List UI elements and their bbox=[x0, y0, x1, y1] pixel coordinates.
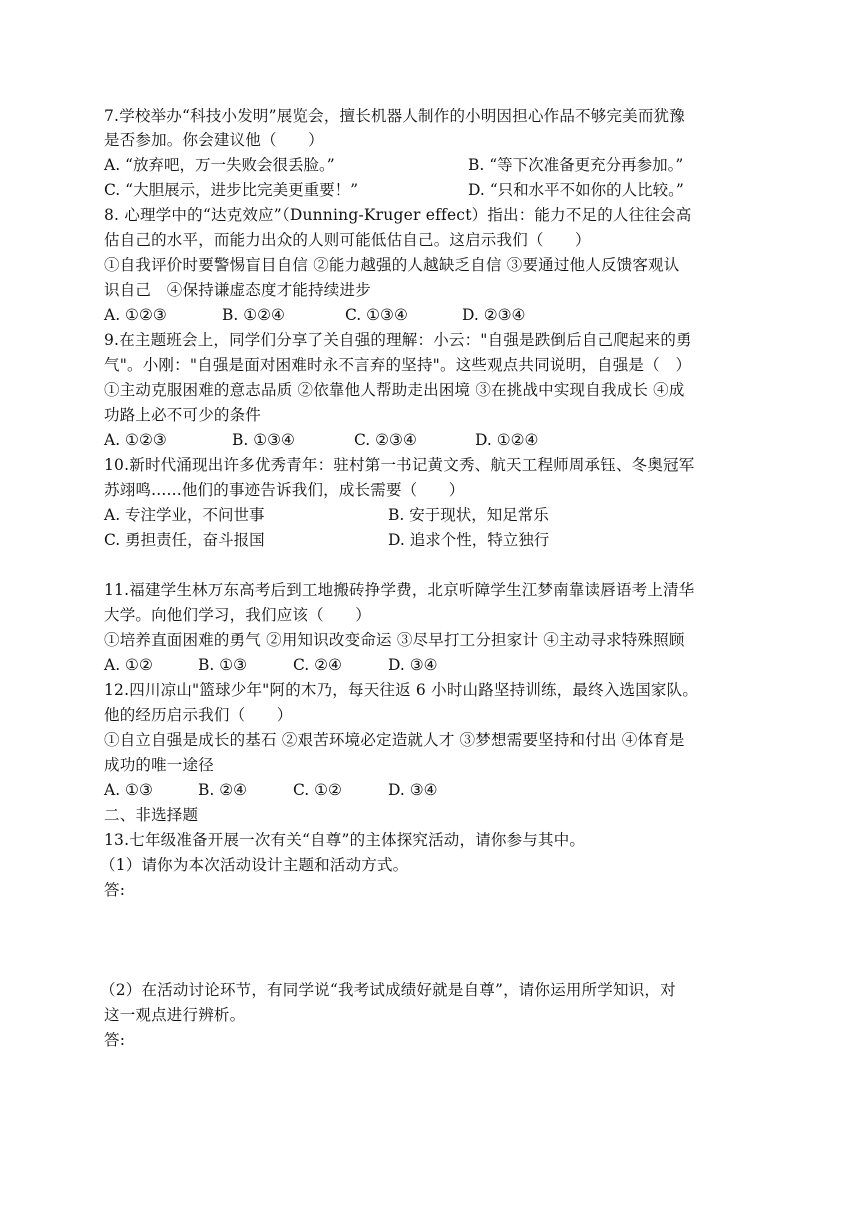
q13-stem: 13.七年级准备开展一次有关“自尊”的主体探究活动，请你参与其中。 bbox=[104, 831, 586, 849]
q12-stem-line2: 他的经历启示我们（ ） bbox=[104, 706, 293, 724]
q11-stem-line1: 11.福建学生林万东高考后到工地搬砖挣学费，北京听障学生江梦南靠读唇语考上清华 bbox=[104, 581, 695, 599]
q12-option-d: D. ③④ bbox=[388, 781, 438, 799]
q8-option-a: A. ①②③ bbox=[104, 306, 167, 324]
q8-statements-line2: 识自己 ④保持谦虚态度才能持续进步 bbox=[104, 281, 371, 299]
q10-option-c: C. 勇担责任，奋斗报国 bbox=[104, 531, 265, 549]
q11-option-d: D. ③④ bbox=[388, 656, 438, 674]
q8-statements-line1: ①自我评价时要警惕盲目自信 ②能力越强的人越缺乏自信 ③要通过他人反馈客观认 bbox=[104, 256, 680, 274]
q11-option-c: C. ②④ bbox=[293, 656, 342, 674]
q9-option-b: B. ①③④ bbox=[232, 431, 295, 449]
q7-stem-line1: 7.学校举办“科技小发明”展览会，擅长机器人制作的小明因担心作品不够完美而犹豫 bbox=[104, 107, 685, 125]
q10-option-a: A. 专注学业，不问世事 bbox=[104, 506, 265, 524]
q12-statements-line1: ①自立自强是成长的基石 ②艰苦环境必定造就人才 ③梦想需要坚持和付出 ④体育是 bbox=[104, 731, 685, 749]
q8-option-d: D. ②③④ bbox=[462, 306, 526, 324]
q10-option-b: B. 安于现状，知足常乐 bbox=[388, 506, 549, 524]
q9-option-c: C. ②③④ bbox=[354, 431, 417, 449]
section-heading: 二、非选择题 bbox=[104, 806, 199, 824]
q12-option-c: C. ①② bbox=[293, 781, 342, 799]
q8-option-b: B. ①②④ bbox=[222, 306, 285, 324]
q13-subquestion-1: （1）请你为本次活动设计主题和活动方式。 bbox=[100, 856, 409, 874]
q12-option-b: B. ②④ bbox=[198, 781, 248, 799]
q10-stem-line2: 苏翊鸣......他们的事迹告诉我们，成长需要（ ） bbox=[104, 481, 465, 499]
q11-option-b: B. ①③ bbox=[198, 656, 248, 674]
q12-option-a: A. ①③ bbox=[104, 781, 153, 799]
q12-stem-line1: 12.四川凉山"篮球少年"阿的木乃，每天往返 6 小时山路坚持训练，最终入选国家队。 bbox=[104, 681, 699, 699]
q7-option-b: B. “等下次准备更充分再参加。” bbox=[468, 156, 684, 174]
q9-option-d: D. ①②④ bbox=[475, 431, 539, 449]
q9-option-a: A. ①②③ bbox=[104, 431, 167, 449]
q9-stem-line2: 气"。小刚："自强是面对困难时永不言弃的坚持"。这些观点共同说明，自强是（ ） bbox=[104, 356, 692, 374]
q12-statements-line2: 成功的唯一途径 bbox=[104, 756, 214, 774]
q8-stem-line2: 估自己的水平，而能力出众的人则可能低估自己。这启示我们（ ） bbox=[104, 231, 591, 249]
q7-option-d: D. “只和水平不如你的人比较。” bbox=[468, 181, 684, 199]
q9-statements-line1: ①主动克服困难的意志品质 ②依靠他人帮助走出困境 ③在挑战中实现自我成长 ④成 bbox=[104, 381, 685, 399]
q9-stem-line1: 9.在主题班会上，同学们分享了关自强的理解：小云："自强是跌倒后自己爬起来的勇 bbox=[104, 331, 692, 349]
q9-statements-line2: 功路上必不可少的条件 bbox=[104, 406, 262, 424]
q13-answer-label-2: 答: bbox=[104, 1031, 126, 1049]
q10-stem-line1: 10.新时代涌现出许多优秀青年：驻村第一书记黄文秀、航天工程师周承钰、冬奥冠军 bbox=[104, 456, 695, 474]
q7-option-c: C. “大胆展示，进步比完美更重要！” bbox=[104, 181, 359, 199]
q11-option-a: A. ①② bbox=[104, 656, 153, 674]
q11-statements-line1: ①培养直面困难的勇气 ②用知识改变命运 ③尽早打工分担家计 ④主动寻求特殊照顾 bbox=[104, 631, 685, 649]
q7-option-a: A. “放弃吧，万一失败会很丢脸。” bbox=[104, 156, 335, 174]
q8-stem-line1: 8. 心理学中的“达克效应”（Dunning-Kruger effect）指出：能力不足的人往往会高 bbox=[104, 206, 692, 224]
q13-subquestion-2-line2: 这一观点进行辨析。 bbox=[104, 1006, 246, 1024]
q8-option-c: C. ①③④ bbox=[345, 306, 408, 324]
q7-stem-line2: 是否参加。你会建议他（ ） bbox=[104, 131, 324, 149]
q13-answer-label-1: 答: bbox=[104, 881, 126, 899]
q11-stem-line2: 大学。向他们学习，我们应该（ ） bbox=[104, 606, 371, 624]
q13-subquestion-2-line1: （2）在活动讨论环节，有同学说“我考试成绩好就是自尊”，请你运用所学知识，对 bbox=[100, 981, 676, 999]
q10-option-d: D. 追求个性，特立独行 bbox=[388, 531, 550, 549]
